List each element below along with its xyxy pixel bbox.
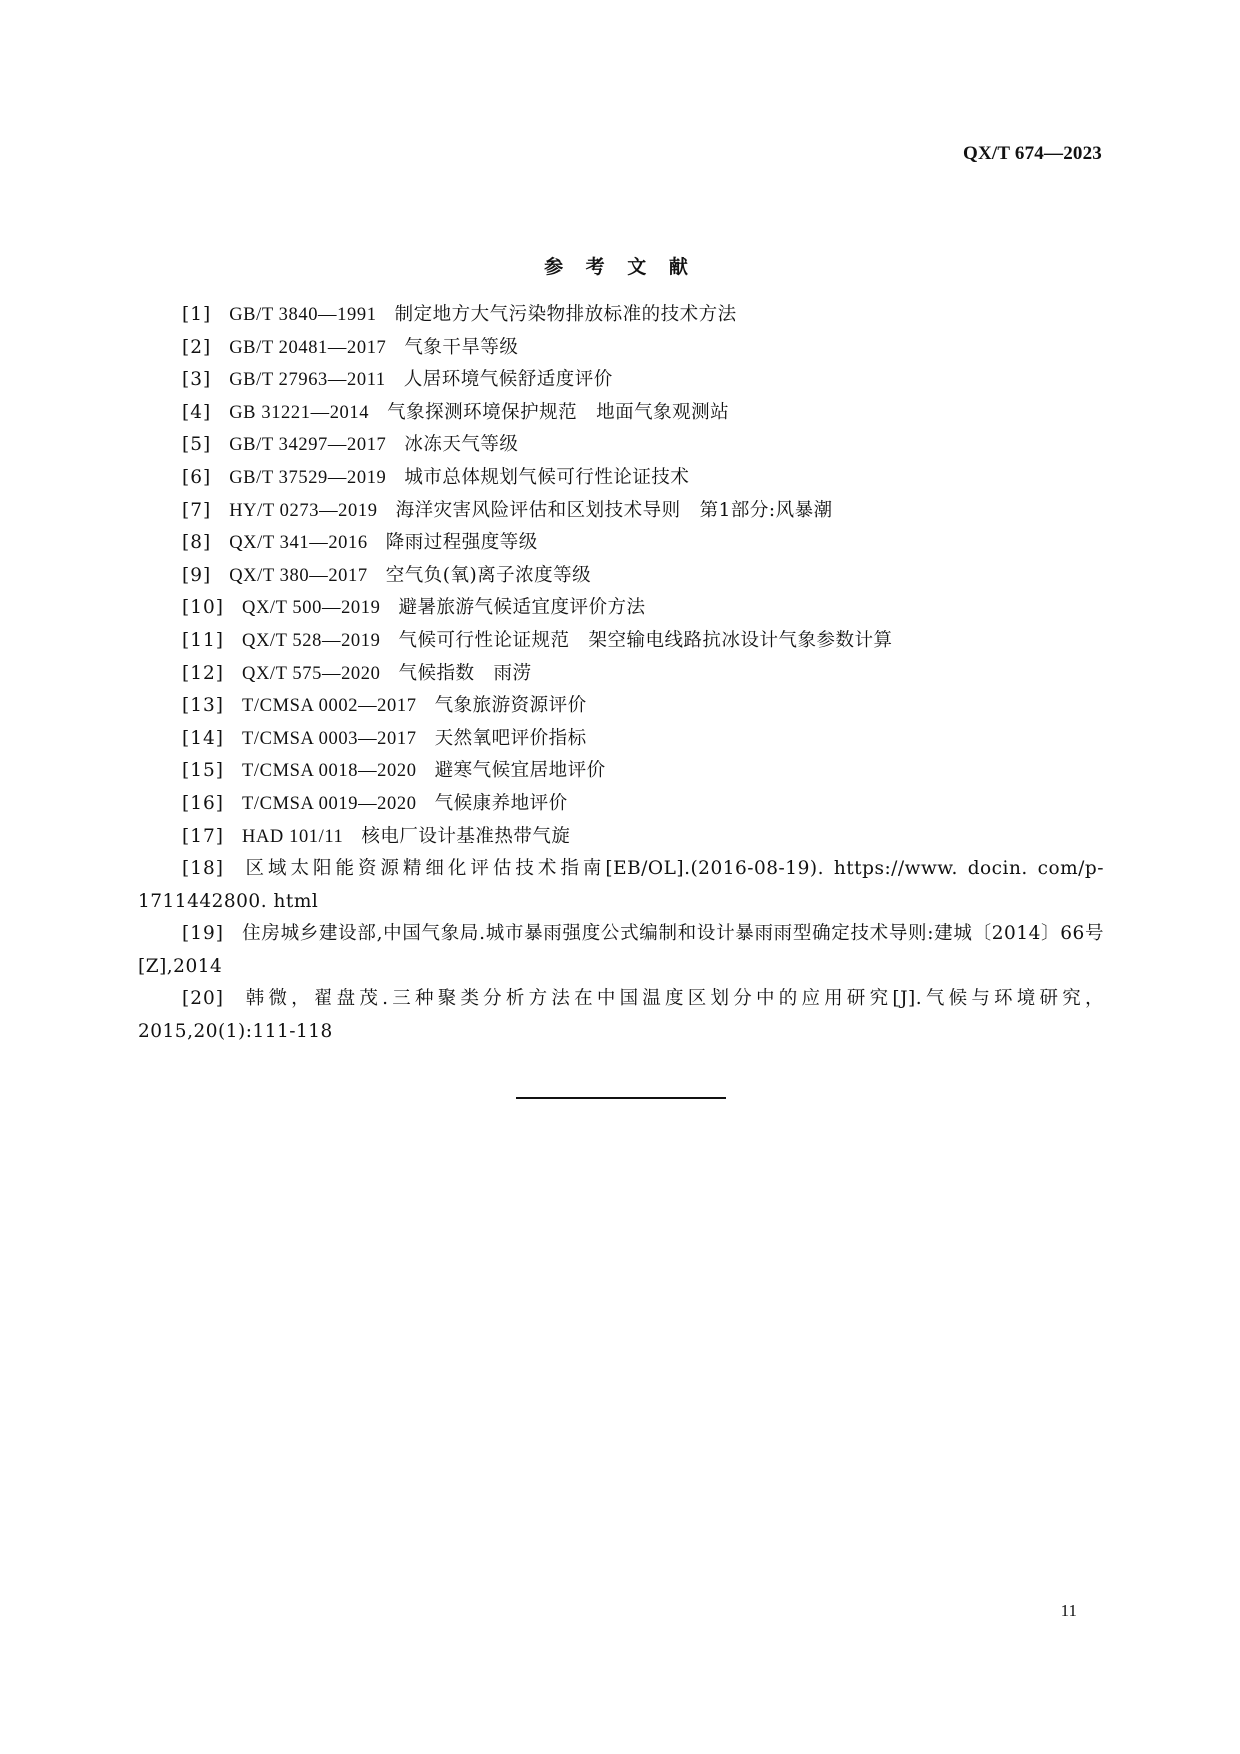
reference-title: 城市总体规划气候可行性论证技术: [404, 466, 690, 488]
reference-text: 区域太阳能资源精细化评估技术指南[EB/OL].(2016-08-19). https://www. docin. com/p-1711442800. html: [138, 858, 1104, 912]
reference-title: 气象干旱等级: [404, 336, 519, 358]
reference-title: 气象旅游资源评价: [434, 695, 587, 717]
page-number: 11: [1060, 1601, 1077, 1620]
reference-standard-code: QX/T 528—2019: [241, 630, 381, 651]
reference-item: [138, 527, 1104, 560]
reference-item: [138, 560, 1104, 593]
reference-number: [17]: [182, 825, 224, 847]
reference-item: [138, 788, 1104, 821]
reference-number: [6]: [182, 466, 212, 488]
reference-number: [14]: [182, 727, 224, 749]
reference-title: 避暑旅游气候适宜度评价方法: [398, 597, 646, 619]
reference-title: 天然氧吧评价指标: [434, 727, 587, 749]
reference-standard-code: T/CMSA 0003—2017: [241, 728, 417, 749]
reference-title: 气象探测环境保护规范 地面气象观测站: [387, 401, 730, 423]
section-title: 参 考 文 献: [544, 256, 696, 278]
reference-item: [138, 723, 1104, 756]
reference-number: [19]: [182, 923, 224, 945]
reference-title: 避寒气候宜居地评价: [434, 760, 606, 782]
reference-number: [1]: [182, 304, 212, 325]
reference-standard-code: T/CMSA 0002—2017: [241, 696, 417, 717]
standard-code: QX/T 674—2023: [963, 143, 1102, 164]
reference-item: [138, 755, 1104, 788]
reference-title: 气候康养地评价: [434, 792, 568, 814]
reference-standard-code: GB/T 34297—2017: [229, 435, 387, 456]
reference-item: [138, 495, 1104, 528]
reference-item: [138, 429, 1104, 462]
reference-number: [13]: [182, 695, 224, 717]
reference-title: 降雨过程强度等级: [385, 532, 538, 554]
reference-standard-code: QX/T 380—2017: [229, 565, 368, 586]
reference-item: [138, 918, 1104, 983]
reference-item: [138, 821, 1104, 854]
reference-item: [138, 462, 1104, 495]
reference-number: [16]: [182, 792, 224, 814]
reference-item: [138, 397, 1104, 430]
reference-number: [15]: [182, 760, 224, 782]
reference-number: [3]: [182, 369, 212, 391]
reference-item: [138, 853, 1104, 918]
reference-number: [4]: [182, 401, 212, 423]
reference-title: 气候指数 雨涝: [398, 662, 532, 684]
reference-number: [11]: [182, 629, 224, 651]
reference-title: 核电厂设计基准热带气旋: [361, 825, 571, 847]
reference-standard-code: HY/T 0273—2019: [229, 500, 378, 521]
reference-item: [138, 658, 1104, 691]
reference-item: [138, 364, 1104, 397]
reference-item: [138, 625, 1104, 658]
reference-list: [138, 299, 1104, 1049]
reference-standard-code: T/CMSA 0019—2020: [241, 793, 417, 814]
reference-text: 住房城乡建设部,中国气象局.城市暴雨强度公式编制和设计暴雨雨型确定技术导则:建城〔2014〕66号[Z],2014: [138, 923, 1104, 977]
reference-number: [8]: [182, 532, 212, 554]
reference-standard-code: QX/T 341—2016: [229, 533, 368, 554]
reference-standard-code: GB/T 20481—2017: [229, 337, 387, 358]
reference-text: 韩微，翟盘茂.三种聚类分析方法在中国温度区划分中的应用研究[J].气候与环境研究，2015,20(1):111-118: [138, 988, 1104, 1043]
reference-title: 冰冻天气等级: [404, 434, 519, 456]
reference-title: 人居环境气候舒适度评价: [403, 369, 613, 391]
reference-title: 气候可行性论证规范 架空输电线路抗冰设计气象参数计算: [398, 629, 893, 651]
reference-standard-code: GB/T 3840—1991: [229, 305, 377, 325]
reference-item: [138, 690, 1104, 723]
reference-number: [12]: [182, 662, 224, 684]
reference-number: [18]: [182, 858, 224, 880]
reference-standard-code: GB/T 27963—2011: [229, 370, 386, 391]
reference-title: 空气负(氧)离子浓度等级: [385, 564, 592, 586]
reference-number: [10]: [182, 597, 224, 619]
reference-number: [7]: [182, 499, 212, 521]
reference-number: [20]: [182, 988, 224, 1010]
reference-number: [9]: [182, 564, 212, 586]
reference-title: 制定地方大气污染物排放标准的技术方法: [394, 304, 737, 325]
reference-item: [138, 332, 1104, 365]
reference-title: 海洋灾害风险评估和区划技术导则 第1部分:风暴潮: [395, 499, 833, 521]
reference-standard-code: GB 31221—2014: [229, 402, 370, 423]
reference-standard-code: QX/T 500—2019: [241, 598, 381, 619]
reference-number: [5]: [182, 434, 212, 456]
reference-item: [138, 299, 1104, 332]
reference-item: [138, 592, 1104, 625]
reference-standard-code: HAD 101/11: [241, 826, 344, 847]
reference-number: [2]: [182, 336, 212, 358]
reference-standard-code: T/CMSA 0018—2020: [241, 761, 417, 782]
end-rule: [516, 1097, 726, 1099]
reference-standard-code: GB/T 37529—2019: [229, 467, 387, 488]
reference-standard-code: QX/T 575—2020: [241, 663, 381, 684]
reference-item: [138, 983, 1104, 1048]
